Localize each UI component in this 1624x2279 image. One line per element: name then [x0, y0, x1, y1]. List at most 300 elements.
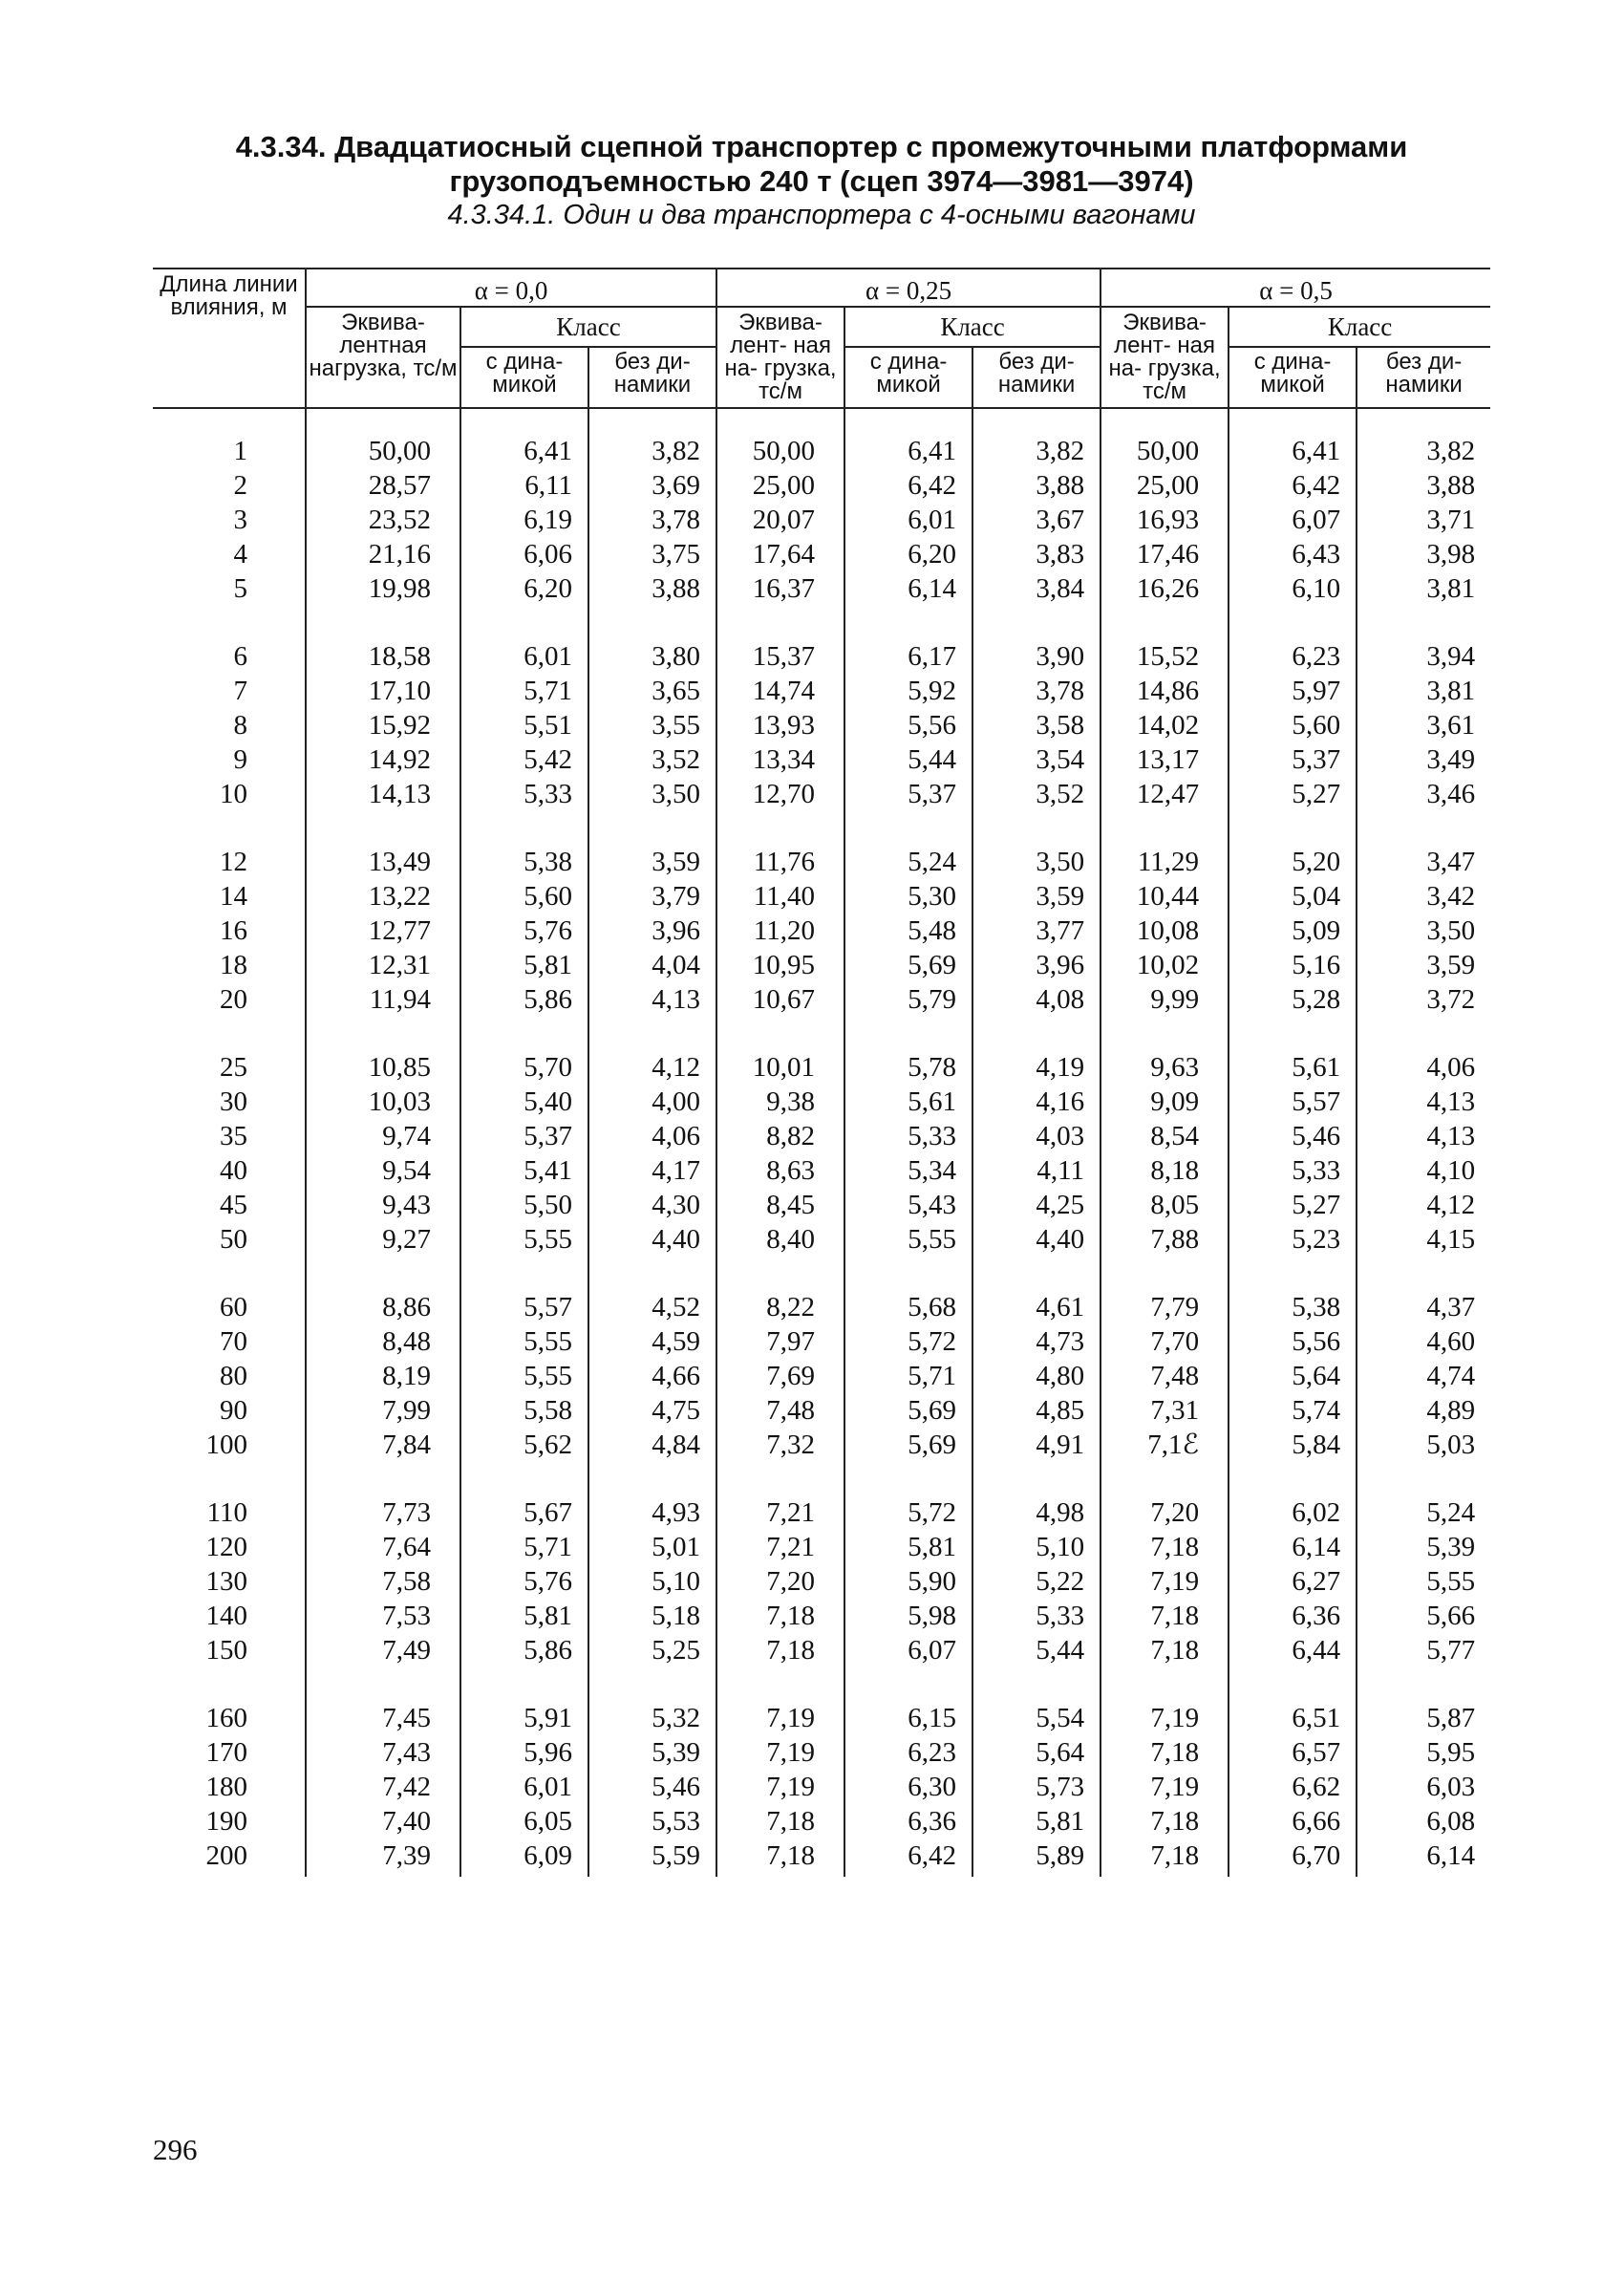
value-cell: 8,48 [306, 1324, 460, 1359]
value-cell: 5,46 [1229, 1119, 1357, 1153]
value-cell: 7,31 [1100, 1393, 1229, 1428]
value-cell: 5,77 [1357, 1633, 1490, 1667]
value-cell: 5,53 [588, 1804, 716, 1838]
value-cell: 5,95 [1357, 1735, 1490, 1770]
value-cell: 5,79 [844, 982, 972, 1017]
value-cell: 3,84 [972, 571, 1100, 606]
value-cell: 5,61 [1229, 1050, 1357, 1085]
value-cell: 5,04 [1229, 879, 1357, 914]
value-cell: 5,72 [844, 1324, 972, 1359]
value-cell: 4,66 [588, 1359, 716, 1393]
value-cell: 5,16 [1229, 948, 1357, 982]
value-cell: 5,78 [844, 1050, 972, 1085]
value-cell: 6,23 [1229, 639, 1357, 674]
value-cell: 6,70 [1229, 1838, 1357, 1873]
value-cell: 3,77 [972, 914, 1100, 948]
value-cell: 5,20 [1229, 845, 1357, 879]
value-cell: 5,28 [1229, 982, 1357, 1017]
value-cell: 3,50 [972, 845, 1100, 879]
value-cell: 6,07 [1229, 503, 1357, 537]
section-title: 4.3.34. Двадцатиосный сцепной транспортер с промежуточными платформами [235, 130, 1408, 163]
value-cell: 6,06 [460, 537, 588, 571]
value-cell: 7,64 [306, 1530, 460, 1564]
value-cell: 4,13 [1357, 1085, 1490, 1119]
length-cell: 3 [233, 505, 247, 535]
value-cell: 5,69 [844, 1393, 972, 1428]
table-header [153, 269, 1490, 408]
value-cell: 7,18 [716, 1599, 844, 1633]
value-cell: 7,18 [1100, 1633, 1229, 1667]
value-cell: 13,17 [1100, 742, 1229, 777]
value-cell: 12,70 [716, 777, 844, 811]
value-cell: 4,12 [1357, 1188, 1490, 1222]
value-cell: 6,17 [844, 639, 972, 674]
value-cell: 5,54 [972, 1701, 1100, 1735]
header-without-dynamics: без ди- намики [588, 347, 716, 408]
value-cell: 19,98 [306, 571, 460, 606]
value-cell: 7,20 [716, 1564, 844, 1599]
value-cell: 6,14 [1229, 1530, 1357, 1564]
value-cell: 5,24 [1357, 1495, 1490, 1530]
value-cell: 5,56 [1229, 1324, 1357, 1359]
table-row [153, 1153, 1490, 1188]
value-cell: 3,69 [588, 468, 716, 503]
value-cell: 3,88 [588, 571, 716, 606]
value-cell: 5,91 [460, 1701, 588, 1735]
value-cell: 3,52 [972, 777, 1100, 811]
value-cell: 5,10 [972, 1530, 1100, 1564]
value-cell: 5,33 [972, 1599, 1100, 1633]
value-cell: 6,09 [460, 1838, 588, 1873]
value-cell: 7,19 [716, 1701, 844, 1735]
table-row [153, 1564, 1490, 1599]
value-cell: 5,76 [460, 1564, 588, 1599]
value-cell: 4,89 [1357, 1393, 1490, 1428]
table-row [153, 879, 1490, 914]
table-row [153, 845, 1490, 879]
length-cell: 90 [220, 1395, 247, 1426]
value-cell: 7,18 [716, 1838, 844, 1873]
value-cell: 8,18 [1100, 1153, 1229, 1188]
value-cell: 14,02 [1100, 708, 1229, 742]
value-cell: 6,14 [1357, 1838, 1490, 1873]
value-cell: 3,58 [972, 708, 1100, 742]
length-cell: 35 [220, 1121, 247, 1151]
table-row [153, 1735, 1490, 1770]
value-cell: 4,59 [588, 1324, 716, 1359]
value-cell: 7,70 [1100, 1324, 1229, 1359]
table-row [153, 1359, 1490, 1393]
value-cell: 11,76 [716, 845, 844, 879]
length-cell: 2 [233, 470, 247, 501]
group-gap [153, 1667, 1490, 1701]
value-cell: 3,82 [972, 434, 1100, 468]
value-cell: 5,46 [588, 1770, 716, 1804]
value-cell: 6,41 [1229, 434, 1357, 468]
value-cell: 8,22 [716, 1290, 844, 1324]
value-cell: 14,86 [1100, 674, 1229, 708]
value-cell: 5,23 [1229, 1222, 1357, 1257]
value-cell: 5,37 [460, 1119, 588, 1153]
value-cell: 9,63 [1100, 1050, 1229, 1085]
value-cell: 3,82 [1357, 434, 1490, 468]
group-gap [153, 811, 1490, 845]
value-cell: 17,10 [306, 674, 460, 708]
value-cell: 7,19 [716, 1735, 844, 1770]
subsection-title: 4.3.34.1. Один и два транспортера с 4-осными вагонами [447, 200, 1196, 230]
value-cell: 4,40 [588, 1222, 716, 1257]
value-cell: 6,03 [1357, 1770, 1490, 1804]
value-cell: 4,85 [972, 1393, 1100, 1428]
value-cell: 21,16 [306, 537, 460, 571]
header-spacer [153, 408, 1490, 434]
value-cell: 3,50 [588, 777, 716, 811]
value-cell: 5,24 [844, 845, 972, 879]
value-cell: 5,74 [1229, 1393, 1357, 1428]
value-cell: 3,81 [1357, 571, 1490, 606]
value-cell: 6,20 [844, 537, 972, 571]
value-cell: 5,73 [972, 1770, 1100, 1804]
header-with-dynamics: с дина- микой [1229, 347, 1357, 408]
value-cell: 5,66 [1357, 1599, 1490, 1633]
value-cell: 6,05 [460, 1804, 588, 1838]
value-cell: 4,17 [588, 1153, 716, 1188]
value-cell: 7,39 [306, 1838, 460, 1873]
value-cell: 5,32 [588, 1701, 716, 1735]
value-cell: 3,67 [972, 503, 1100, 537]
value-cell: 6,42 [1229, 468, 1357, 503]
value-cell: 3,81 [1357, 674, 1490, 708]
value-cell: 5,50 [460, 1188, 588, 1222]
value-cell: 15,52 [1100, 639, 1229, 674]
length-cell: 30 [220, 1086, 247, 1117]
table-row [153, 1770, 1490, 1804]
length-cell: 8 [233, 710, 247, 741]
value-cell: 7,73 [306, 1495, 460, 1530]
value-cell: 4,52 [588, 1290, 716, 1324]
value-cell: 6,19 [460, 503, 588, 537]
equivalent-load-table [153, 268, 1490, 1877]
value-cell: 15,37 [716, 639, 844, 674]
value-cell: 9,27 [306, 1222, 460, 1257]
value-cell: 6,42 [844, 1838, 972, 1873]
table-row [153, 503, 1490, 537]
value-cell: 4,40 [972, 1222, 1100, 1257]
table-end [153, 1873, 1490, 1877]
length-cell: 50 [220, 1224, 247, 1255]
value-cell: 4,15 [1357, 1222, 1490, 1257]
value-cell: 5,64 [972, 1735, 1100, 1770]
value-cell: 14,74 [716, 674, 844, 708]
value-cell: 3,71 [1357, 503, 1490, 537]
page-number: 296 [153, 2133, 198, 2166]
table-row [153, 914, 1490, 948]
value-cell: 50,00 [306, 434, 460, 468]
value-cell: 7,18 [1100, 1735, 1229, 1770]
value-cell: 4,10 [1357, 1153, 1490, 1188]
value-cell: 6,41 [460, 434, 588, 468]
value-cell: 4,37 [1357, 1290, 1490, 1324]
value-cell: 5,98 [844, 1599, 972, 1633]
table-row [153, 1495, 1490, 1530]
value-cell: 5,81 [844, 1530, 972, 1564]
value-cell: 5,40 [460, 1085, 588, 1119]
value-cell: 3,79 [588, 879, 716, 914]
length-cell: 170 [205, 1737, 247, 1768]
value-cell: 12,31 [306, 948, 460, 982]
value-cell: 3,82 [588, 434, 716, 468]
value-cell: 5,30 [844, 879, 972, 914]
value-cell: 4,13 [1357, 1119, 1490, 1153]
table-row [153, 1838, 1490, 1873]
value-cell: 10,44 [1100, 879, 1229, 914]
value-cell: 5,81 [972, 1804, 1100, 1838]
value-cell: 3,94 [1357, 639, 1490, 674]
value-cell: 7,84 [306, 1428, 460, 1462]
table-row [153, 1599, 1490, 1633]
value-cell: 4,98 [972, 1495, 1100, 1530]
table-row [153, 742, 1490, 777]
value-cell: 4,74 [1357, 1359, 1490, 1393]
value-cell: 23,52 [306, 503, 460, 537]
value-cell: 11,20 [716, 914, 844, 948]
value-cell: 17,64 [716, 537, 844, 571]
value-cell: 3,59 [972, 879, 1100, 914]
table-row [153, 1119, 1490, 1153]
value-cell: 3,65 [588, 674, 716, 708]
value-cell: 5,69 [844, 1428, 972, 1462]
value-cell: 5,44 [844, 742, 972, 777]
value-cell: 15,92 [306, 708, 460, 742]
value-cell: 7,42 [306, 1770, 460, 1804]
header-without-dynamics: без ди- намики [972, 347, 1100, 408]
value-cell: 6,66 [1229, 1804, 1357, 1838]
value-cell: 20,07 [716, 503, 844, 537]
value-cell: 8,86 [306, 1290, 460, 1324]
table-row [153, 1393, 1490, 1428]
length-cell: 45 [220, 1190, 247, 1220]
value-cell: 9,09 [1100, 1085, 1229, 1119]
value-cell: 7,97 [716, 1324, 844, 1359]
value-cell: 7,18 [716, 1633, 844, 1667]
value-cell: 4,73 [972, 1324, 1100, 1359]
value-cell: 3,47 [1357, 845, 1490, 879]
length-cell: 130 [205, 1566, 247, 1597]
value-cell: 3,59 [588, 845, 716, 879]
value-cell: 5,72 [844, 1495, 972, 1530]
table-row [153, 982, 1490, 1017]
value-cell: 6,08 [1357, 1804, 1490, 1838]
value-cell: 8,63 [716, 1153, 844, 1188]
header-equiv-load: Эквива- лент- ная на- грузка, тс/м [1100, 307, 1229, 408]
value-cell: 5,67 [460, 1495, 588, 1530]
table-row [153, 1701, 1490, 1735]
table-row [153, 1290, 1490, 1324]
value-cell: 7,19 [1100, 1564, 1229, 1599]
length-cell: 100 [205, 1430, 247, 1460]
length-cell: 18 [220, 950, 247, 980]
value-cell: 10,08 [1100, 914, 1229, 948]
value-cell: 3,78 [588, 503, 716, 537]
value-cell: 6,01 [460, 1770, 588, 1804]
value-cell: 50,00 [1100, 434, 1229, 468]
value-cell: 14,13 [306, 777, 460, 811]
value-cell: 4,84 [588, 1428, 716, 1462]
header-length: Длина линии влияния, м [153, 269, 306, 408]
value-cell: 5,33 [460, 777, 588, 811]
table-row [153, 434, 1490, 468]
value-cell: 5,57 [1229, 1085, 1357, 1119]
value-cell: 28,57 [306, 468, 460, 503]
length-cell: 200 [205, 1840, 247, 1871]
value-cell: 4,12 [588, 1050, 716, 1085]
value-cell: 5,71 [844, 1359, 972, 1393]
value-cell: 5,81 [460, 1599, 588, 1633]
value-cell: 8,19 [306, 1359, 460, 1393]
value-cell: 13,22 [306, 879, 460, 914]
value-cell: 6,10 [1229, 571, 1357, 606]
value-cell: 5,55 [1357, 1564, 1490, 1599]
table-body [153, 408, 1490, 1877]
value-cell: 7,20 [1100, 1495, 1229, 1530]
value-cell: 5,34 [844, 1153, 972, 1188]
value-cell: 4,00 [588, 1085, 716, 1119]
value-cell: 7,21 [716, 1530, 844, 1564]
header-alpha-05: α = 0,5 [1100, 269, 1490, 307]
value-cell: 5,55 [460, 1222, 588, 1257]
header-alpha-0: α = 0,0 [306, 269, 716, 307]
value-cell: 3,98 [1357, 537, 1490, 571]
length-cell: 12 [220, 847, 247, 877]
length-cell: 7 [233, 676, 247, 706]
value-cell: 5,41 [460, 1153, 588, 1188]
value-cell: 17,46 [1100, 537, 1229, 571]
value-cell: 5,51 [460, 708, 588, 742]
value-cell: 5,60 [1229, 708, 1357, 742]
value-cell: 7,99 [306, 1393, 460, 1428]
value-cell: 6,02 [1229, 1495, 1357, 1530]
value-cell: 12,77 [306, 914, 460, 948]
value-cell: 6,01 [460, 639, 588, 674]
group-gap [153, 606, 1490, 639]
value-cell: 7,18 [1100, 1838, 1229, 1873]
value-cell: 3,52 [588, 742, 716, 777]
value-cell: 4,30 [588, 1188, 716, 1222]
value-cell: 7,19 [1100, 1701, 1229, 1735]
value-cell: 5,89 [972, 1838, 1100, 1873]
value-cell: 10,85 [306, 1050, 460, 1085]
value-cell: 4,75 [588, 1393, 716, 1428]
value-cell: 3,61 [1357, 708, 1490, 742]
value-cell: 6,41 [844, 434, 972, 468]
table-row [153, 1222, 1490, 1257]
value-cell: 4,06 [1357, 1050, 1490, 1085]
value-cell: 16,93 [1100, 503, 1229, 537]
header-alpha-025: α = 0,25 [716, 269, 1100, 307]
value-cell: 5,38 [1229, 1290, 1357, 1324]
header-without-dynamics: без ди- намики [1357, 347, 1490, 408]
value-cell: 3,88 [972, 468, 1100, 503]
value-cell: 7,45 [306, 1701, 460, 1735]
value-cell: 4,61 [972, 1290, 1100, 1324]
value-cell: 5,61 [844, 1085, 972, 1119]
value-cell: 5,97 [1229, 674, 1357, 708]
value-cell: 3,49 [1357, 742, 1490, 777]
value-cell: 5,33 [1229, 1153, 1357, 1188]
value-cell: 5,57 [460, 1290, 588, 1324]
group-gap [153, 1462, 1490, 1495]
value-cell: 4,16 [972, 1085, 1100, 1119]
header-class: Класс [1229, 307, 1490, 347]
value-cell: 4,25 [972, 1188, 1100, 1222]
value-cell: 4,93 [588, 1495, 716, 1530]
table-row [153, 1085, 1490, 1119]
value-cell: 4,06 [588, 1119, 716, 1153]
length-cell: 150 [205, 1635, 247, 1666]
value-cell: 25,00 [1100, 468, 1229, 503]
value-cell: 7,88 [1100, 1222, 1229, 1257]
value-cell: 9,74 [306, 1119, 460, 1153]
value-cell: 7,58 [306, 1564, 460, 1599]
group-gap [153, 1017, 1490, 1050]
value-cell: 7,79 [1100, 1290, 1229, 1324]
header-with-dynamics: с дина- микой [460, 347, 588, 408]
value-cell: 5,62 [460, 1428, 588, 1462]
value-cell: 3,55 [588, 708, 716, 742]
value-cell: 50,00 [716, 434, 844, 468]
value-cell: 3,80 [588, 639, 716, 674]
value-cell: 3,46 [1357, 777, 1490, 811]
length-cell: 20 [220, 984, 247, 1015]
value-cell: 8,05 [1100, 1188, 1229, 1222]
value-cell: 5,86 [460, 982, 588, 1017]
length-cell: 10 [220, 779, 247, 809]
length-cell: 190 [205, 1806, 247, 1837]
table-row [153, 639, 1490, 674]
value-cell: 6,36 [844, 1804, 972, 1838]
value-cell: 5,10 [588, 1564, 716, 1599]
value-cell: 6,51 [1229, 1701, 1357, 1735]
value-cell: 6,20 [460, 571, 588, 606]
value-cell: 25,00 [716, 468, 844, 503]
group-gap [153, 1257, 1490, 1290]
header-class: Класс [460, 307, 716, 347]
value-cell: 5,43 [844, 1188, 972, 1222]
value-cell: 4,91 [972, 1428, 1100, 1462]
value-cell: 3,72 [1357, 982, 1490, 1017]
length-cell: 25 [220, 1052, 247, 1083]
value-cell: 7,18 [1100, 1804, 1229, 1838]
length-cell: 9 [233, 744, 247, 775]
value-cell: 3,75 [588, 537, 716, 571]
value-cell: 6,11 [460, 468, 588, 503]
length-cell: 60 [220, 1292, 247, 1322]
header-equiv-load: Эквива- лентная нагрузка, тс/м [306, 307, 460, 408]
value-cell: 11,29 [1100, 845, 1229, 879]
value-cell: 7,21 [716, 1495, 844, 1530]
value-cell: 7,53 [306, 1599, 460, 1633]
table-row [153, 1530, 1490, 1564]
value-cell: 5,44 [972, 1633, 1100, 1667]
value-cell: 5,60 [460, 879, 588, 914]
length-cell: 4 [233, 539, 247, 570]
value-cell: 3,96 [972, 948, 1100, 982]
value-cell: 8,82 [716, 1119, 844, 1153]
value-cell: 3,54 [972, 742, 1100, 777]
value-cell: 5,01 [588, 1530, 716, 1564]
value-cell: 5,59 [588, 1838, 716, 1873]
value-cell: 5,68 [844, 1290, 972, 1324]
